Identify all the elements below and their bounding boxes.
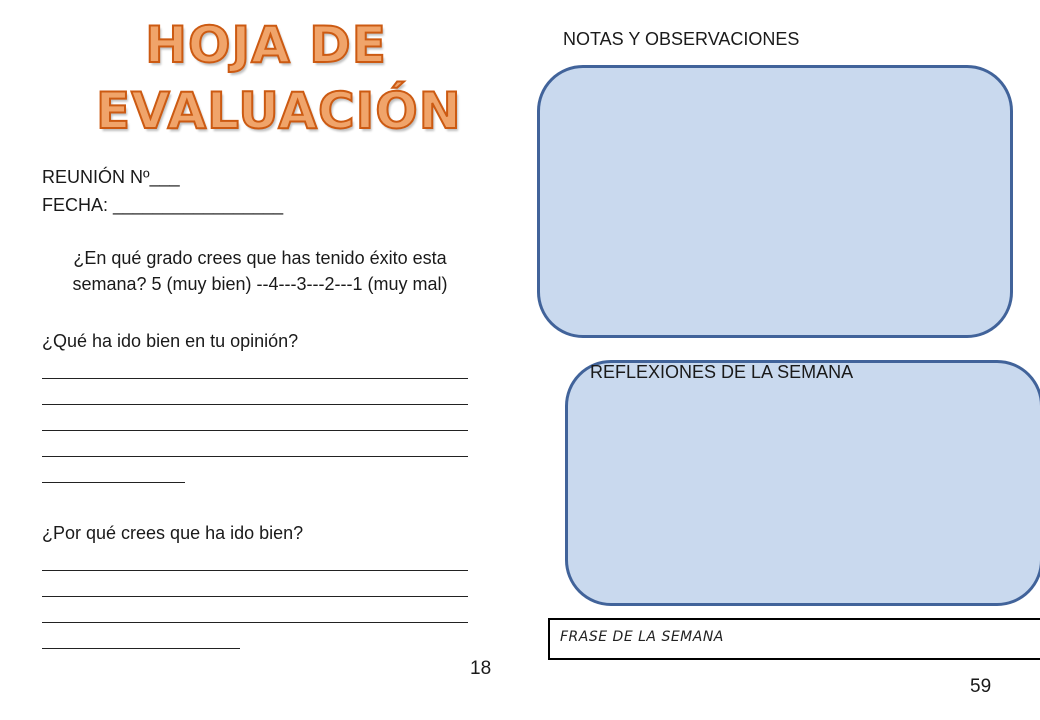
page-number-right: 59 <box>970 676 992 697</box>
title-line-1: HOJA DE <box>145 16 387 74</box>
page-title <box>96 12 462 144</box>
date-field: FECHA: _________________ <box>42 195 284 215</box>
meeting-number-field: REUNIÓN Nº___ <box>42 167 180 187</box>
answer-line <box>42 482 185 483</box>
success-question-line-2: semana? 5 (muy bien) --4---3---2---1 (muy mal) <box>72 274 448 294</box>
answer-line <box>42 456 468 457</box>
answer-line <box>42 596 468 597</box>
answer-line <box>42 622 468 623</box>
title-line-2: EVALUACIÓN <box>96 82 462 140</box>
answer-line <box>42 570 468 571</box>
why-went-well-question: ¿Por qué crees que ha ido bien? <box>42 523 304 543</box>
notes-label: NOTAS Y OBSERVACIONES <box>563 29 800 49</box>
success-question-line-1: ¿En qué grado crees que has tenido éxito esta <box>73 248 447 268</box>
phrase-of-week-label: FRASE DE LA SEMANA <box>560 629 724 645</box>
notes-panel <box>537 65 1013 338</box>
answer-line <box>42 648 240 649</box>
reflections-label: REFLEXIONES DE LA SEMANA <box>590 362 854 382</box>
reflections-panel <box>565 360 1040 606</box>
phrase-of-week-box <box>548 618 1040 660</box>
answer-line <box>42 378 468 379</box>
page-number-left: 18 <box>470 658 492 679</box>
answer-line <box>42 430 468 431</box>
answer-line <box>42 404 468 405</box>
what-went-well-question: ¿Qué ha ido bien en tu opinión? <box>42 331 299 351</box>
